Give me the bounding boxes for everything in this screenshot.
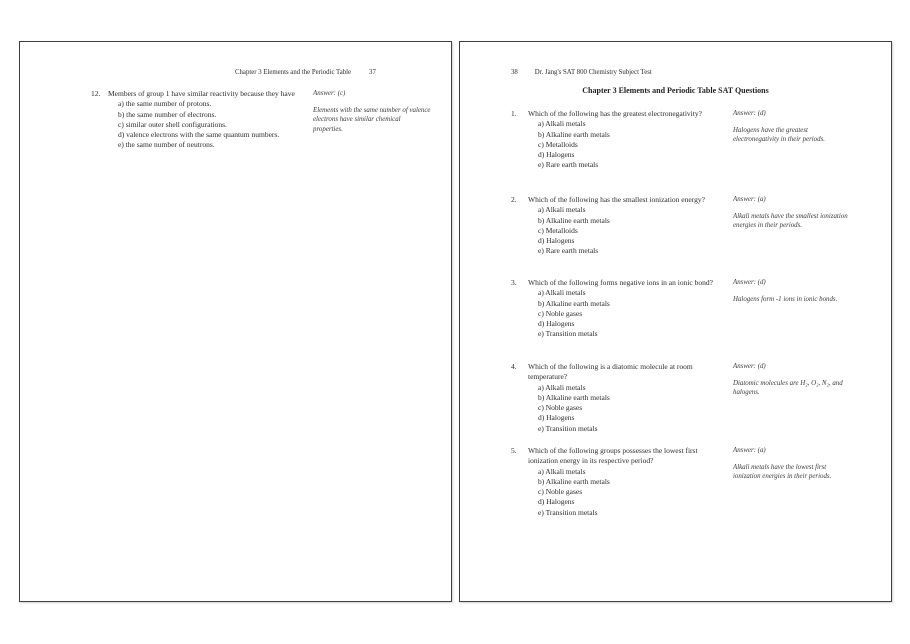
option-b: b) Alkaline earth metals	[538, 215, 610, 225]
options-list	[528, 205, 724, 256]
question-block-4	[511, 362, 883, 434]
answer-explanation: Halogens have the greatest electronegativity in their periods.	[733, 126, 825, 144]
option-a: a) the same number of protons.	[118, 99, 212, 109]
options-list	[528, 119, 724, 170]
question-body	[528, 109, 724, 171]
answer-column	[733, 446, 851, 482]
section-title: Chapter 3 Elements and Periodic Table SAT Questions	[582, 86, 769, 95]
option-b: b) Alkaline earth metals	[538, 392, 610, 402]
option-d: d) Halogens	[538, 236, 575, 246]
option-d: d) valence electrons with the same quantum numbers.	[118, 130, 280, 140]
question-number: 4.	[511, 362, 517, 371]
option-e: e) Transition metals	[538, 507, 598, 517]
option-a: a) Alkali metals	[538, 466, 586, 476]
option-c: c) similar outer shell configurations.	[118, 119, 227, 129]
option-c: c) Noble gases	[538, 308, 583, 318]
question-number: 2.	[511, 195, 517, 204]
option-d: d) Halogens	[538, 497, 575, 507]
option-a: a) Alkali metals	[538, 205, 586, 215]
question-block-3	[511, 278, 883, 340]
options-list	[528, 467, 724, 518]
answer-label: Answer: (a)	[733, 196, 766, 203]
chapter-running-title: Chapter 3 Elements and the Periodic Table	[235, 69, 352, 76]
answer-label: Answer: (d)	[733, 363, 766, 370]
question-block-12	[91, 89, 443, 151]
question-body	[528, 278, 724, 340]
option-d: d) Halogens	[538, 413, 575, 423]
option-e: e) Transition metals	[538, 329, 598, 339]
options-list	[528, 288, 724, 339]
option-e: e) Transition metals	[538, 423, 598, 433]
option-a: a) Alkali metals	[538, 119, 586, 129]
answer-explanation: Alkali metals have the lowest first ionization energies in their periods.	[733, 463, 832, 481]
answer-explanation: Diatomic molecules are H₂, O₂, N₂, and halogens.	[733, 379, 843, 397]
options-list	[528, 383, 724, 434]
question-number: 12.	[91, 89, 101, 98]
option-c: c) Metalloids	[538, 225, 578, 235]
book-running-title: Dr. Jang's SAT 800 Chemistry Subject Test	[534, 69, 652, 76]
option-e: e) the same number of neutrons.	[118, 140, 215, 150]
option-c: c) Noble gases	[538, 487, 583, 497]
page-right	[459, 41, 892, 602]
question-number: 5.	[511, 446, 517, 455]
question-block-5	[511, 446, 883, 518]
answer-column	[733, 362, 851, 398]
page-number-left: 37	[369, 69, 376, 76]
option-e: e) Rare earth metals	[538, 160, 599, 170]
page-number-right: 38	[511, 69, 518, 76]
running-head-left	[235, 68, 376, 77]
running-head-right	[511, 68, 652, 77]
page-left	[19, 41, 452, 602]
option-d: d) Halogens	[538, 319, 575, 329]
answer-column	[733, 109, 851, 145]
option-e: e) Rare earth metals	[538, 246, 599, 256]
answer-column	[733, 278, 851, 304]
question-number: 3.	[511, 278, 517, 287]
answer-column	[733, 195, 851, 231]
question-body	[528, 195, 724, 257]
question-body	[108, 89, 304, 151]
question-text: Which of the following has the greatest electronegativity?	[528, 109, 702, 118]
question-text: Which of the following is a diatomic molecule at room temperature?	[528, 362, 693, 382]
question-text: Which of the following forms negative ions in an ionic bond?	[528, 278, 713, 287]
question-body	[528, 446, 724, 518]
option-c: c) Noble gases	[538, 403, 583, 413]
answer-explanation: Elements with the same number of valence electrons have similar chemical properties.	[313, 106, 431, 133]
option-b: b) Alkaline earth metals	[538, 476, 610, 486]
question-body	[528, 362, 724, 434]
question-block-1	[511, 109, 883, 171]
question-number: 1.	[511, 109, 517, 118]
answer-column	[313, 89, 431, 134]
option-a: a) Alkali metals	[538, 288, 586, 298]
question-text: Which of the following has the smallest ionization energy?	[528, 195, 705, 204]
option-c: c) Metalloids	[538, 139, 578, 149]
option-b: b) Alkaline earth metals	[538, 298, 610, 308]
answer-explanation: Alkali metals have the smallest ionization energies in their periods.	[733, 212, 848, 230]
answer-label: Answer: (a)	[733, 447, 766, 454]
option-b: b) Alkaline earth metals	[538, 129, 610, 139]
question-text: Which of the following groups possesses the lowest first ionization energy in its respective period?	[528, 446, 698, 466]
question-block-2	[511, 195, 883, 257]
answer-explanation: Halogens form -1 ions in ionic bonds.	[733, 295, 838, 303]
option-b: b) the same number of electrons.	[118, 109, 217, 119]
answer-label: Answer: (d)	[733, 279, 766, 286]
options-list	[108, 99, 304, 150]
option-a: a) Alkali metals	[538, 382, 586, 392]
option-d: d) Halogens	[538, 150, 575, 160]
answer-label: Answer: (d)	[733, 110, 766, 117]
answer-label: Answer: (c)	[313, 90, 346, 97]
question-text: Members of group 1 have similar reactivity because they have	[108, 89, 295, 98]
